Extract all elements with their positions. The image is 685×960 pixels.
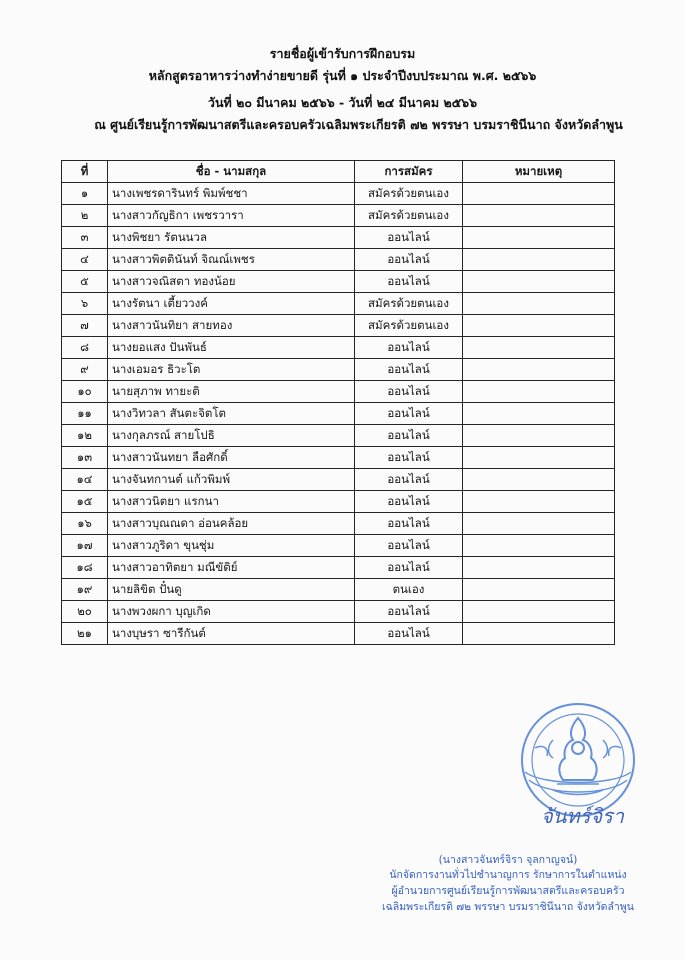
table-row [62, 293, 615, 315]
participant-name: นางเพชรดารินทร์ พิมพ์ชชา [108, 183, 355, 205]
participant-name: นางสาวพิตตินันท์ จิณณ์เพชร [108, 249, 355, 271]
participant-table [61, 160, 615, 645]
remarks-cell [463, 183, 615, 205]
signer-position-line-1: นักจัดการงานทั่วไปชำนาญการ รักษาการในตำแหน่ง [389, 869, 627, 881]
remarks-cell [463, 579, 615, 601]
training-venue: ณ ศูนย์เรียนรู้การพัฒนาสตรีและครอบครัวเฉลิมพระเกียรติ ๗๒ พรรษา บรมราชินีนาถ จังหวัดลำพูน [94, 117, 623, 132]
participant-name: นางเอมอร ธิวะโต [108, 359, 355, 381]
application-method: ออนไลน์ [355, 557, 463, 579]
row-number: ๑๓ [62, 447, 108, 469]
remarks-cell [463, 403, 615, 425]
row-number: ๑๒ [62, 425, 108, 447]
remarks-cell [463, 425, 615, 447]
participant-name: นางวิทวลา สันตะจิตโต [108, 403, 355, 425]
table-row [62, 227, 615, 249]
table-row [62, 381, 615, 403]
table-row [62, 359, 615, 381]
training-dates: วันที่ ๒๐ มีนาคม ๒๕๖๖ - วันที่ ๒๔ มีนาคม ๒๕๖๖ [207, 95, 478, 110]
row-number: ๑๔ [62, 469, 108, 491]
remarks-cell [463, 359, 615, 381]
remarks-cell [463, 249, 615, 271]
header-remarks: หมายเหตุ [463, 161, 615, 183]
application-method: ออนไลน์ [355, 227, 463, 249]
row-number: ๑๕ [62, 491, 108, 513]
signer-name: (นางสาวจันทร์จิรา จุลกาญจน์) [438, 854, 578, 866]
row-number: ๒ [62, 205, 108, 227]
row-number: ๒๐ [62, 601, 108, 623]
participant-name: นางจันทกานต์ แก้วพิมพ์ [108, 469, 355, 491]
application-method: ออนไลน์ [355, 623, 463, 645]
row-number: ๕ [62, 271, 108, 293]
table-row [62, 425, 615, 447]
participant-name: นางรัตนา เตี้ยววงค์ [108, 293, 355, 315]
table-row [62, 557, 615, 579]
participant-name: นางบุษรา ซารีกันต์ [108, 623, 355, 645]
remarks-cell [463, 447, 615, 469]
header-name: ชื่อ - นามสกุล [108, 161, 355, 183]
participant-name: นางสาวนันทยา ลือศักดิ์ [108, 447, 355, 469]
course-title: หลักสูตรอาหารว่างทำง่ายขายดี รุ่นที่ ๑ ประจำปีงบประมาณ พ.ศ. ๒๕๖๖ [148, 68, 537, 83]
application-method: ออนไลน์ [355, 535, 463, 557]
remarks-cell [463, 271, 615, 293]
remarks-cell [463, 227, 615, 249]
application-method: ออนไลน์ [355, 403, 463, 425]
application-method: สมัครด้วยตนเอง [355, 183, 463, 205]
table-header-row [62, 161, 615, 183]
application-method: สมัครด้วยตนเอง [355, 293, 463, 315]
table-row [62, 205, 615, 227]
table-row [62, 469, 615, 491]
row-number: ๔ [62, 249, 108, 271]
table-row [62, 623, 615, 645]
remarks-cell [463, 469, 615, 491]
participant-name: นางสาวบุณณดา อ่อนคล้อย [108, 513, 355, 535]
application-method: ออนไลน์ [355, 249, 463, 271]
document-title: รายชื่อผู้เข้ารับการฝึกอบรม [269, 46, 416, 61]
participant-name: นางพิชยา รัตนนวล [108, 227, 355, 249]
table-row [62, 491, 615, 513]
table-row [62, 601, 615, 623]
row-number: ๑๑ [62, 403, 108, 425]
table-row [62, 513, 615, 535]
participant-name: นางสาวกัญธิกา เพชรวารา [108, 205, 355, 227]
remarks-cell [463, 623, 615, 645]
application-method: ออนไลน์ [355, 469, 463, 491]
remarks-cell [463, 513, 615, 535]
application-method: สมัครด้วยตนเอง [355, 315, 463, 337]
header-number: ที่ [62, 161, 108, 183]
participant-name: นางสาวภูริดา ขุนชุ่ม [108, 535, 355, 557]
signer-position-line-2: ผู้อำนวยการศูนย์เรียนรู้การพัฒนาสตรีและครอบครัว [391, 885, 625, 897]
table-row [62, 337, 615, 359]
application-method: ออนไลน์ [355, 337, 463, 359]
row-number: ๒๑ [62, 623, 108, 645]
participant-name: นางสาวนันทิยา สายทอง [108, 315, 355, 337]
header-application: การสมัคร [355, 161, 463, 183]
remarks-cell [463, 205, 615, 227]
participant-name: นางสาวจณิสตา ทองน้อย [108, 271, 355, 293]
application-method: ออนไลน์ [355, 381, 463, 403]
application-method: ออนไลน์ [355, 425, 463, 447]
remarks-cell [463, 381, 615, 403]
application-method: ออนไลน์ [355, 359, 463, 381]
application-method: สมัครด้วยตนเอง [355, 205, 463, 227]
table-row [62, 579, 615, 601]
row-number: ๗ [62, 315, 108, 337]
application-method: ออนไลน์ [355, 271, 463, 293]
application-method: ออนไลน์ [355, 491, 463, 513]
signer-position-line-3: เฉลิมพระเกียรติ ๗๒ พรรษา บรมราชินีนาถ จังหวัดลำพูน [382, 901, 634, 913]
participant-name: นางกุลภรณ์ สายโปธิ [108, 425, 355, 447]
application-method: ออนไลน์ [355, 601, 463, 623]
handwritten-signature: จันทร์จิรา [541, 804, 625, 828]
participant-name: นางยอแสง ปันพันธ์ [108, 337, 355, 359]
remarks-cell [463, 557, 615, 579]
table-row [62, 183, 615, 205]
table-row [62, 249, 615, 271]
row-number: ๑๖ [62, 513, 108, 535]
table-row [62, 271, 615, 293]
participant-name: นายลิขิต ปั๋นดู [108, 579, 355, 601]
row-number: ๑๐ [62, 381, 108, 403]
row-number: ๑๗ [62, 535, 108, 557]
remarks-cell [463, 601, 615, 623]
table-row [62, 447, 615, 469]
remarks-cell [463, 491, 615, 513]
remarks-cell [463, 315, 615, 337]
remarks-cell [463, 535, 615, 557]
application-method: ออนไลน์ [355, 513, 463, 535]
table-row [62, 315, 615, 337]
row-number: ๘ [62, 337, 108, 359]
remarks-cell [463, 337, 615, 359]
table-row [62, 403, 615, 425]
table-row [62, 535, 615, 557]
participant-name: นางสาวอาทิตยา มณีขัติย์ [108, 557, 355, 579]
application-method: ตนเอง [355, 579, 463, 601]
remarks-cell [463, 293, 615, 315]
row-number: ๙ [62, 359, 108, 381]
row-number: ๑๙ [62, 579, 108, 601]
row-number: ๓ [62, 227, 108, 249]
participant-name: นางพวงผกา บุญเกิด [108, 601, 355, 623]
participant-name: นางสาวนิตยา แรกนา [108, 491, 355, 513]
row-number: ๑ [62, 183, 108, 205]
participant-name: นายสุภาพ ทายะติ [108, 381, 355, 403]
application-method: ออนไลน์ [355, 447, 463, 469]
row-number: ๑๘ [62, 557, 108, 579]
row-number: ๖ [62, 293, 108, 315]
